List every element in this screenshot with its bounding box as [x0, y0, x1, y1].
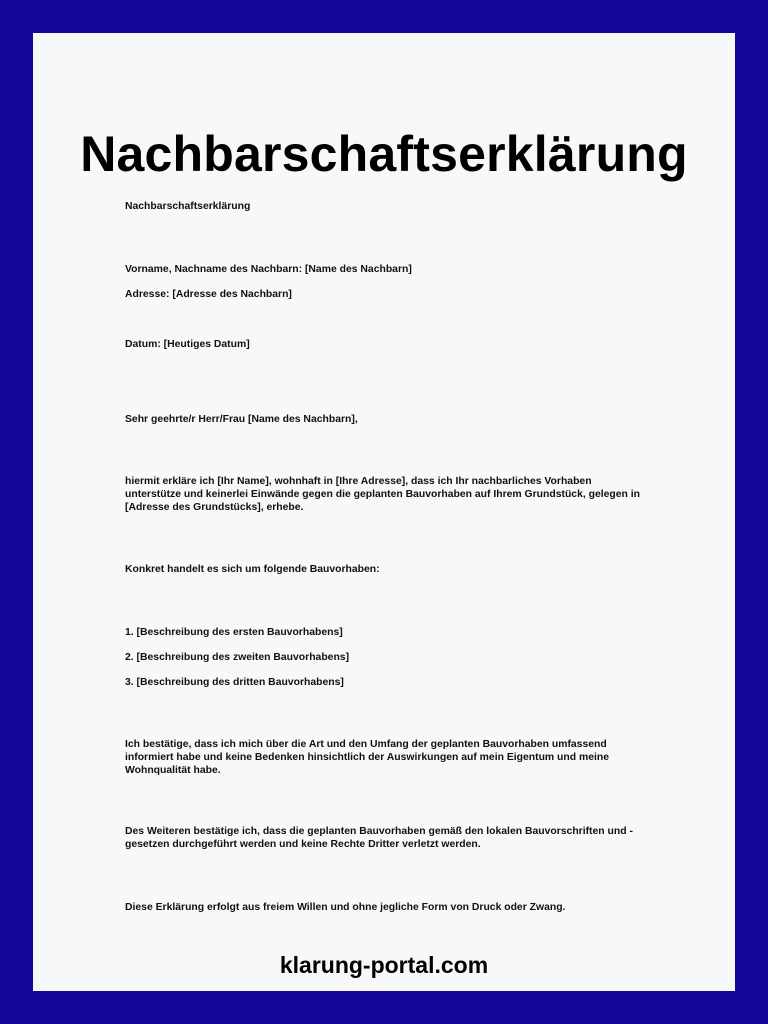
- project-item: 1. [Beschreibung des ersten Bauvorhabens]: [125, 627, 343, 638]
- free-will-paragraph: Diese Erklärung erfolgt aus freiem Willen und ohne jegliche Form von Druck oder Zwang.: [125, 902, 566, 913]
- document-page: [33, 33, 735, 991]
- declaration-paragraph: hiermit erkläre ich [Ihr Name], wohnhaft in [Ihre Adresse], dass ich Ihr nachbarliches Vorhaben unterstütze und keinerlei Einwände gegen die geplanten Bauvorhaben auf Ihrem Grundstück, gelegen in [Adresse des Grundstücks], erhebe.: [125, 476, 641, 513]
- project-item: 3. [Beschreibung des dritten Bauvorhabens]: [125, 677, 344, 688]
- project-item: 2. [Beschreibung des zweiten Bauvorhabens]: [125, 652, 350, 663]
- confirmation-paragraph: Ich bestätige, dass ich mich über die Art und den Umfang der geplanten Bauvorhaben umfassend informiert habe und keine Bedenken hinsichtlich der Auswirkungen auf mein Eigentum und meine Wohnqualität habe.: [125, 739, 610, 776]
- footer-website: klarung-portal.com: [279, 952, 489, 978]
- salutation: Sehr geehrte/r Herr/Frau [Name des Nachbarn],: [125, 414, 358, 425]
- document-heading: Nachbarschaftserklärung: [125, 201, 251, 212]
- projects-intro: Konkret handelt es sich um folgende Bauvorhaben:: [125, 564, 380, 575]
- page-title: Nachbarschaftserklärung: [80, 126, 688, 182]
- regulations-paragraph: Des Weiteren bestätige ich, dass die geplanten Bauvorhaben gemäß den lokalen Bauvorschriften und -gesetzen durchgeführt werden und keine Rechte Dritter verletzt werden.: [125, 826, 633, 850]
- neighbor-address-line: Adresse: [Adresse des Nachbarn]: [125, 289, 292, 300]
- date-line: Datum: [Heutiges Datum]: [125, 339, 250, 350]
- neighbor-name-line: Vorname, Nachname des Nachbarn: [Name des Nachbarn]: [125, 264, 412, 275]
